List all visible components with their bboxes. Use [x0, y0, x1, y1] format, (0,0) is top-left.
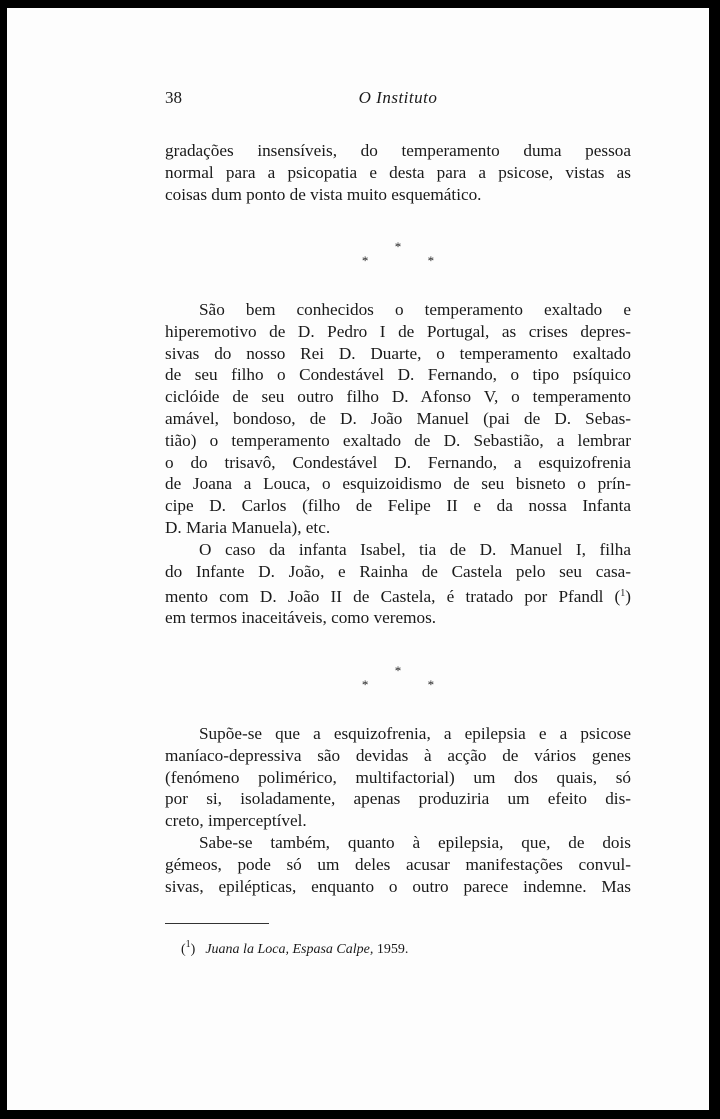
footnote-paren-open: ( — [181, 942, 186, 957]
footnote-marker — [181, 939, 196, 957]
text-line: Supõe-se que a esquizofrenia, a epilepsia e a psicose — [199, 724, 631, 743]
paragraph-5 — [165, 832, 631, 897]
text-line: sivas, epilépticas, enquanto o outro parece indemne. Mas — [165, 876, 631, 896]
text-line: de Joana a Louca, o esquizoidismo de seu bisneto o prín- — [165, 474, 631, 494]
text-line: hiperemotivo de D. Pedro I de Portugal, as crises depres- — [165, 321, 631, 341]
page-number: 38 — [165, 88, 182, 107]
text-line: São bem conhecidos o temperamento exaltado e — [199, 300, 631, 319]
paragraph-2 — [165, 299, 631, 539]
text-line: D. Maria Manuela), etc. — [165, 517, 331, 537]
paragraph-1 — [165, 140, 631, 205]
text-line: Sabe-se também, quanto à epilepsia, que, de dois — [199, 833, 631, 852]
text-line: por si, isoladamente, apenas produziria um efeito dis- — [165, 789, 631, 809]
paragraph-3 — [165, 539, 631, 629]
text-line: do Infante D. João, e Rainha de Castela pelo seu casa- — [165, 561, 631, 581]
running-title: O Instituto — [358, 88, 438, 107]
text-line: mento com D. João II de Castela, é tratado por Pfandl ( — [165, 586, 621, 606]
footnote-paren-close: ) — [190, 942, 196, 957]
text-line: em termos inaceitáveis, como veremos. — [165, 608, 437, 628]
text-line: amável, bondoso, de D. João Manuel (pai de D. Sebas- — [165, 408, 631, 428]
asterism-top: * — [394, 663, 402, 678]
asterism-top: * — [394, 239, 402, 254]
ref-close: ) — [625, 586, 631, 606]
text-line: creto, imperceptível. — [165, 811, 307, 831]
footnote-citation: Juana la Loca, Espasa Calpe, — [205, 942, 374, 957]
footnote-ref: 1 — [620, 587, 626, 599]
asterism-2 — [165, 664, 631, 692]
asterism-bottom: * * — [361, 677, 463, 692]
text-line: cipe D. Carlos (filho de Felipe II e da nossa Infanta — [165, 496, 631, 516]
footnote-number: 1 — [185, 939, 191, 950]
text-line: de seu filho o Condestável D. Fernando, o tipo psíquico — [165, 365, 631, 385]
text-line: normal para a psicopatia e desta para a psicose, vistas as — [165, 162, 631, 182]
asterism-1 — [165, 240, 631, 268]
text-line: gémeos, pode só um deles acusar manifestações convul- — [165, 854, 631, 874]
text-line: gradações insensíveis, do temperamento duma pessoa — [165, 141, 631, 160]
text-line: o do trisavô, Condestável D. Fernando, a esquizofrenia — [165, 452, 631, 472]
paragraph-4 — [165, 723, 631, 832]
text-line: maníaco-depressiva são devidas à acção de vários genes — [165, 745, 631, 765]
text-line: ciclóide de seu outro filho D. Afonso V, o temperamento — [165, 387, 631, 407]
footnote-separator — [165, 923, 269, 924]
text-line-with-ref — [165, 583, 631, 608]
text-line: coisas dum ponto de vista muito esquemático. — [165, 184, 482, 204]
text-line: (fenómeno polimérico, multifactorial) um dos quais, só — [165, 767, 631, 787]
text-line: tião) o temperamento exaltado de D. Sebastião, a lembrar — [165, 430, 631, 450]
text-line: O caso da infanta Isabel, tia de D. Manuel I, filha — [199, 540, 631, 559]
footnote — [181, 936, 408, 959]
footnote-year: 1959. — [373, 942, 409, 957]
book-page — [7, 8, 709, 1110]
asterism-bottom: * * — [361, 253, 463, 268]
text-line: sivas do nosso Rei D. Duarte, o temperamento exaltado — [165, 343, 631, 363]
